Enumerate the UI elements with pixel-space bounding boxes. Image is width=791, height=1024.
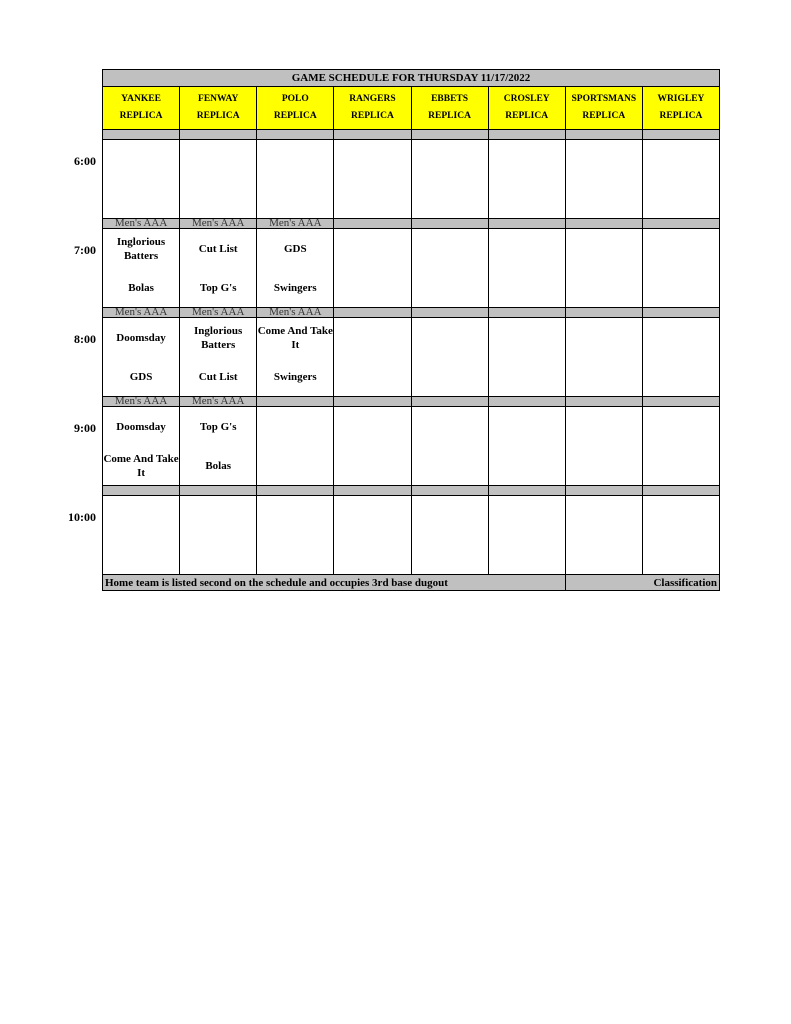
park-header: [642, 87, 719, 130]
home-team: Swingers: [273, 281, 317, 294]
game-cell: [565, 229, 642, 308]
classification-cell: [103, 130, 180, 140]
game-cell: [411, 229, 488, 308]
park-header: [180, 87, 257, 130]
game-cell: [257, 318, 334, 397]
classification-cell: [257, 130, 334, 140]
game-cell: [411, 140, 488, 219]
game-cell: [103, 407, 180, 486]
park-header: [334, 87, 411, 130]
schedule-table: [102, 69, 720, 591]
park-name: SPORTSMANS: [571, 94, 637, 104]
footer-row: [103, 575, 720, 591]
away-team: Come And Take It: [257, 324, 333, 351]
classification-cell: Men's AAA: [180, 308, 257, 318]
classification-row: [103, 486, 720, 496]
classification-cell: [488, 397, 565, 407]
classification-row: [103, 308, 720, 318]
game-cell: [488, 140, 565, 219]
time-slot-row: [103, 496, 720, 575]
time-slot-row: [103, 318, 720, 397]
park-header: [565, 87, 642, 130]
park-subtitle: REPLICA: [582, 111, 626, 121]
game-cell: [565, 318, 642, 397]
classification-cell: Men's AAA: [103, 397, 180, 407]
park-subtitle: REPLICA: [659, 111, 703, 121]
game-cell: [103, 318, 180, 397]
classification-cell: Men's AAA: [180, 397, 257, 407]
game-cell: [565, 496, 642, 575]
park-subtitle: REPLICA: [273, 111, 317, 121]
park-name: WRIGLEY: [657, 94, 705, 104]
classification-cell: [257, 486, 334, 496]
park-subtitle: REPLICA: [505, 111, 549, 121]
time-slot-row: [103, 407, 720, 486]
classification-cell: [334, 397, 411, 407]
classification-cell: [411, 130, 488, 140]
classification-row: [103, 397, 720, 407]
classification-cell: [565, 397, 642, 407]
matchup: [103, 318, 179, 396]
game-cell: [257, 407, 334, 486]
classification-cell: [257, 397, 334, 407]
game-cell: [334, 496, 411, 575]
title-row: [103, 70, 720, 87]
matchup: [257, 229, 333, 307]
classification-cell: [642, 219, 719, 229]
park-header: [103, 87, 180, 130]
footer-note: Home team is listed second on the schedule and occupies 3rd base dugout: [103, 575, 566, 591]
game-cell: [103, 140, 180, 219]
game-cell: [565, 140, 642, 219]
park-name: POLO: [281, 94, 309, 104]
game-cell: [180, 140, 257, 219]
home-team: Bolas: [205, 459, 232, 472]
park-name: EBBETS: [431, 94, 469, 104]
game-cell: [103, 496, 180, 575]
home-team: Cut List: [198, 370, 238, 383]
classification-cell: [411, 219, 488, 229]
classification-cell: [488, 486, 565, 496]
classification-cell: [411, 397, 488, 407]
classification-cell: [334, 308, 411, 318]
away-team: Doomsday: [116, 331, 166, 344]
game-cell: [257, 140, 334, 219]
matchup: [257, 318, 333, 396]
matchup: [180, 229, 256, 307]
classification-cell: Men's AAA: [103, 219, 180, 229]
matchup: [180, 318, 256, 396]
time-label: 7:00: [74, 242, 96, 257]
park-subtitle: REPLICA: [428, 111, 471, 121]
park-name: FENWAY: [198, 94, 239, 104]
game-cell: [642, 407, 719, 486]
game-cell: [103, 229, 180, 308]
away-team: Inglorious Batters: [194, 324, 243, 351]
park-subtitle: REPLICA: [196, 111, 240, 121]
game-cell: [334, 407, 411, 486]
classification-cell: Men's AAA: [257, 308, 334, 318]
classification-cell: [642, 486, 719, 496]
game-cell: [180, 407, 257, 486]
classification-cell: Men's AAA: [180, 219, 257, 229]
home-team: Bolas: [128, 281, 154, 294]
park-header: [411, 87, 488, 130]
game-cell: [411, 407, 488, 486]
game-cell: [642, 496, 719, 575]
park-header: [257, 87, 334, 130]
classification-cell: [334, 486, 411, 496]
game-cell: [488, 229, 565, 308]
game-cell: [488, 407, 565, 486]
classification-cell: [565, 219, 642, 229]
classification-row: [103, 130, 720, 140]
classification-cell: [180, 130, 257, 140]
park-name: YANKEE: [121, 94, 161, 104]
time-slot-row: [103, 140, 720, 219]
game-cell: [257, 496, 334, 575]
game-cell: [180, 229, 257, 308]
game-cell: [334, 140, 411, 219]
away-team: GDS: [284, 242, 307, 255]
home-team: Top G's: [199, 281, 237, 294]
schedule-sheet: [102, 69, 720, 591]
classification-cell: [411, 308, 488, 318]
away-team: Top G's: [199, 420, 237, 433]
classification-cell: Men's AAA: [257, 219, 334, 229]
park-subtitle: REPLICA: [351, 111, 394, 121]
home-team: Swingers: [273, 370, 317, 383]
game-cell: [565, 407, 642, 486]
classification-cell: [642, 308, 719, 318]
away-team: Doomsday: [116, 420, 166, 433]
classification-cell: [488, 308, 565, 318]
game-cell: [411, 496, 488, 575]
classification-cell: [488, 219, 565, 229]
time-label: 8:00: [74, 331, 96, 346]
game-cell: [642, 140, 719, 219]
matchup: [103, 407, 179, 485]
home-team: Come And Take It: [103, 452, 179, 479]
matchup: [103, 229, 179, 307]
game-cell: [257, 229, 334, 308]
time-label: 10:00: [68, 509, 96, 524]
classification-cell: [103, 486, 180, 496]
away-team: Cut List: [198, 242, 238, 255]
classification-cell: [334, 130, 411, 140]
game-cell: [411, 318, 488, 397]
time-label: 9:00: [74, 420, 96, 435]
game-cell: [180, 318, 257, 397]
time-slot-row: [103, 229, 720, 308]
park-header-row: [103, 87, 720, 130]
park-header: [488, 87, 565, 130]
park-name: CROSLEY: [503, 94, 550, 104]
game-cell: [642, 318, 719, 397]
classification-cell: [334, 219, 411, 229]
game-cell: [180, 496, 257, 575]
footer-legend: Classification: [565, 575, 719, 591]
game-cell: [488, 318, 565, 397]
matchup: [180, 407, 256, 485]
game-cell: [642, 229, 719, 308]
home-team: GDS: [129, 370, 153, 383]
classification-cell: [565, 308, 642, 318]
game-cell: [334, 229, 411, 308]
classification-cell: [411, 486, 488, 496]
classification-cell: [180, 486, 257, 496]
park-name: RANGERS: [349, 94, 396, 104]
schedule-title: GAME SCHEDULE FOR THURSDAY 11/17/2022: [103, 70, 720, 87]
classification-cell: Men's AAA: [103, 308, 180, 318]
classification-cell: [565, 130, 642, 140]
classification-row: [103, 219, 720, 229]
park-subtitle: REPLICA: [119, 111, 163, 121]
classification-cell: [642, 397, 719, 407]
classification-cell: [642, 130, 719, 140]
classification-cell: [565, 486, 642, 496]
time-label: 6:00: [74, 153, 96, 168]
classification-cell: [488, 130, 565, 140]
game-cell: [334, 318, 411, 397]
game-cell: [488, 496, 565, 575]
away-team: Inglorious Batters: [116, 235, 166, 262]
